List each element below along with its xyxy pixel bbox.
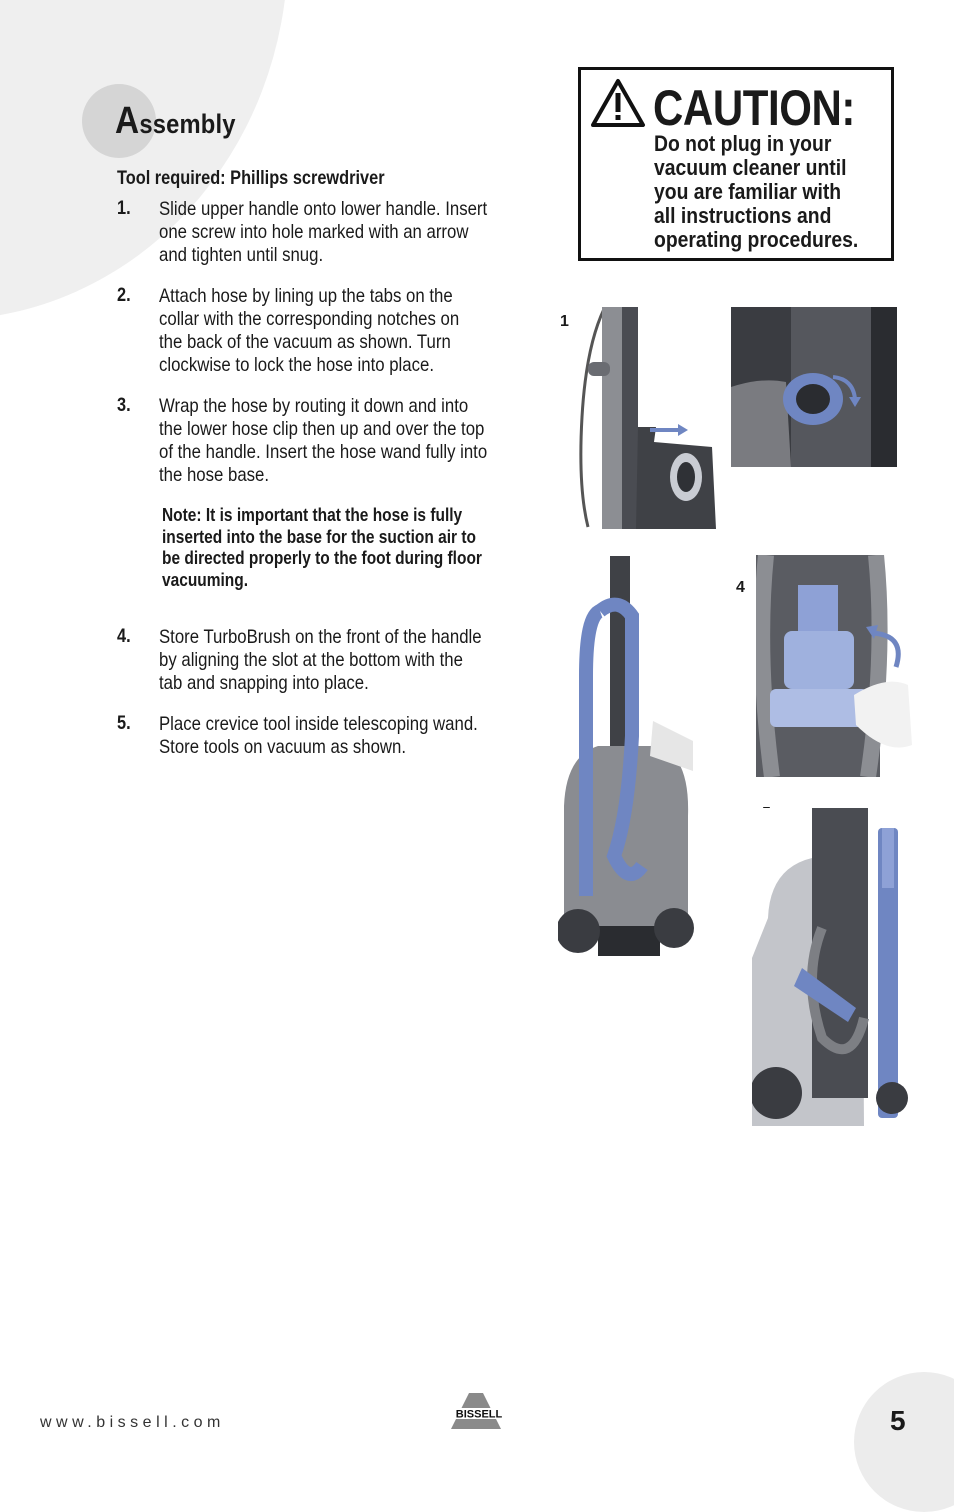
- caution-heading: CAUTION:: [653, 80, 855, 136]
- page-number: 5: [890, 1405, 906, 1436]
- step-number: 2.: [117, 285, 131, 306]
- step-text: Store TurboBrush on the front of the handle by aligning the slot at the bottom with the tab and snapping into place.: [159, 626, 482, 694]
- bissell-logo-icon: [449, 1389, 509, 1433]
- warning-triangle-icon: [590, 78, 646, 128]
- figure-2-hose-collar: [731, 307, 897, 467]
- figure-1-handle-assembly: [574, 307, 716, 529]
- corner-decoration: [0, 0, 288, 320]
- step-text: Wrap the hose by routing it down and into the lower hose clip then up and over the top of the handle. Insert the hose wand fully into the hose base.: [159, 395, 488, 486]
- step-number: 1.: [117, 198, 131, 219]
- caution-body: Do not plug in your vacuum cleaner until you are familiar with all instructions and operating procedures.: [654, 131, 859, 252]
- title-initial: A: [115, 100, 140, 142]
- page-number-circle: [854, 1372, 954, 1512]
- page-title: [115, 100, 236, 143]
- note: Note: It is important that the hose is fully inserted into the base for the suction air to be directed properly to the foot during floor vacuuming.: [162, 505, 482, 590]
- title-rest: ssembly: [139, 109, 236, 139]
- step-number: 5.: [117, 713, 131, 734]
- svg-text:BISSELL: BISSELL: [455, 1408, 503, 1421]
- step-text: Slide upper handle onto lower handle. Insert one screw into hole marked with an arrow and tighten until snug.: [159, 198, 488, 266]
- figure-4-turbobrush: [756, 555, 912, 777]
- figure-5-crevice-tool: [752, 808, 908, 1126]
- step-number: 3.: [117, 395, 131, 416]
- figure-3-hose-wrap: [558, 556, 694, 966]
- figure-1-label: 1: [560, 313, 569, 330]
- step-text: Place crevice tool inside telescoping wand. Store tools on vacuum as shown.: [159, 713, 478, 758]
- tool-required: Tool required: Phillips screwdriver: [117, 168, 385, 189]
- footer-url: www.bissell.com: [40, 1414, 225, 1431]
- step-text: Attach hose by lining up the tabs on the collar with the corresponding notches on the back of the vacuum as shown. Turn clockwise to lock the hose into place.: [159, 285, 460, 376]
- caution-box: [578, 67, 894, 261]
- figure-4-label: 4: [736, 579, 745, 596]
- step-number: 4.: [117, 626, 131, 647]
